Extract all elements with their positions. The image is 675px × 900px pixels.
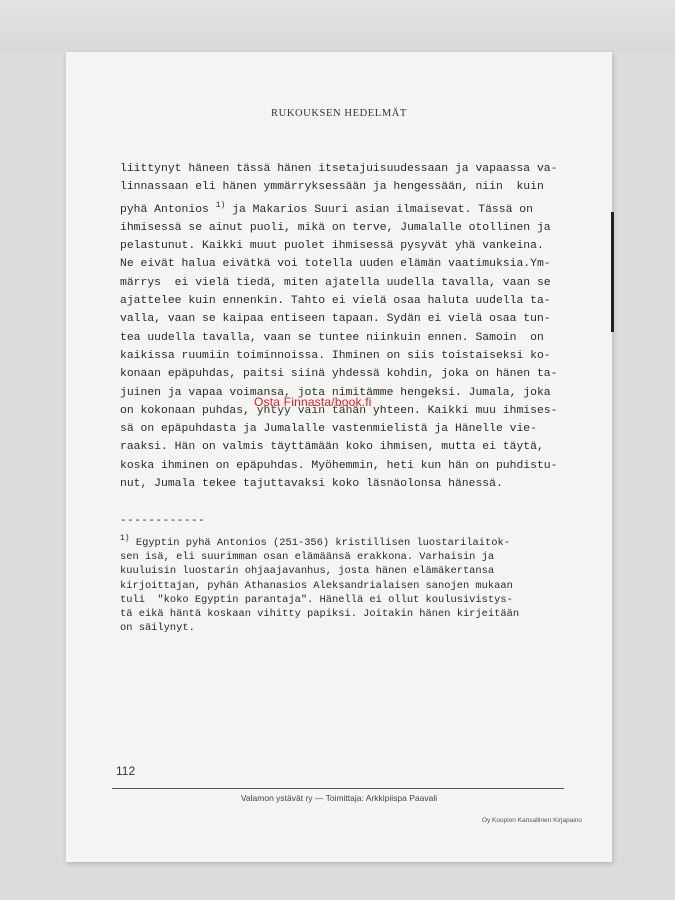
body-line: konaan epäpuhdas, paitsi siinä yhdessä kohdin, joka on hänen ta-	[120, 368, 558, 381]
body-line: märrys ei vielä tiedä, miten ajatella uudella tavalla, vaan se	[120, 276, 551, 289]
photo-backdrop	[0, 0, 675, 52]
body-line: pelastunut. Kaikki muut puolet ihmisessä pysyvät yhä vankeina.	[120, 240, 544, 253]
footer-credit: Valamon ystävät ry — Toimittaja: Arkkipiispa Paavali	[240, 793, 438, 803]
page-number: 112	[116, 764, 136, 778]
document-page	[66, 52, 612, 862]
body-line: raaksi. Hän on valmis täyttämään koko ihmisen, mutta ei täytä,	[120, 441, 544, 454]
body-line: nut, Jumala tekee tajuttavaksi koko läsnäolonsa hänessä.	[120, 478, 503, 491]
body-line: ihmisessä se ainut puoli, mikä on terve, Jumalalle otollinen ja	[120, 221, 551, 234]
body-line: sä on epäpuhdasta ja Jumalalle vastenmielistä ja Hänelle vie-	[120, 423, 537, 436]
body-line-start: pyhä Antonios	[120, 203, 209, 216]
watermark-overlay-text: Osta Finnasta/book.fi	[254, 395, 372, 409]
footnote-line: tä eikä häntä koskaan vihitty papiksi. Joitakin hänen kirjeitään	[120, 608, 520, 621]
body-line: valla, vaan se kaipaa entiseen tapaan. Sydän ei vielä osaa tun-	[120, 313, 551, 326]
footnote-line: kuuluisin luostarin ohjaajavanhus, josta hänen elämäkertansa	[120, 565, 495, 578]
body-line: on kokonaan puhdas, yhtyy vain tähän yhteen. Kaikki muu ihmises-	[120, 404, 558, 417]
footnote	[120, 532, 560, 635]
footnote-line: Egyptin pyhä Antonios (251-356) kristillisen luostarilaitok-	[129, 537, 510, 549]
body-line: tea uudella tavalla, vaan se tuntee niinkuin ennen. Samoin on	[120, 331, 544, 344]
body-line-with-footnote-ref	[120, 197, 560, 219]
footnote-line: kirjoittajan, pyhän Athanasios Aleksandrialaisen sanojen mukaan	[120, 579, 513, 592]
page-edge-shadow	[611, 212, 614, 332]
footnote-line-first	[120, 532, 560, 550]
footnote-marker: 1)	[120, 534, 130, 543]
body-line: juinen ja vapaa voimansa, jota nimitämme hengeksi. Jumala, joka	[120, 386, 551, 399]
body-line: kaikissa ruumiin toiminnoissa. Ihminen on siis toistaiseksi ko-	[120, 349, 551, 362]
body-line: ajattelee kuin ennenkin. Tahto ei vielä osaa haluta uudella ta-	[120, 295, 551, 308]
body-line: Ne eivät halua eivätkä voi totella uuden elämän vaatimuksia.Ym-	[120, 258, 551, 271]
body-line: linnassaan eli hänen ymmärryksessään ja hengessään, niin kuin	[120, 181, 544, 194]
footnote-separator: ------------	[120, 515, 206, 527]
footnote-line: tuli "koko Egyptin parantaja". Hänellä ei ollut koulusivistys-	[120, 593, 513, 606]
body-text	[120, 160, 560, 493]
footnote-reference: 1)	[215, 200, 226, 210]
body-line-end: ja Makarios Suuri asian ilmaisevat. Tässä on	[225, 203, 533, 216]
footnote-line: sen isä, eli suurimman osan elämäänsä erakkona. Varhaisin ja	[120, 551, 495, 564]
running-head: RUKOUKSEN HEDELMÄT	[271, 108, 407, 119]
body-line: liittynyt häneen tässä hänen itsetajuisuudessaan ja vapaassa va-	[120, 163, 558, 175]
footnote-line: on säilynyt.	[120, 622, 195, 635]
printer-imprint: Oy Kuopion Kansallinen Kirjapaino	[481, 817, 582, 824]
body-line: koska ihminen on epäpuhdas. Myöhemmin, heti kun hän on puhdistu-	[120, 459, 558, 472]
footer-divider	[112, 788, 564, 789]
